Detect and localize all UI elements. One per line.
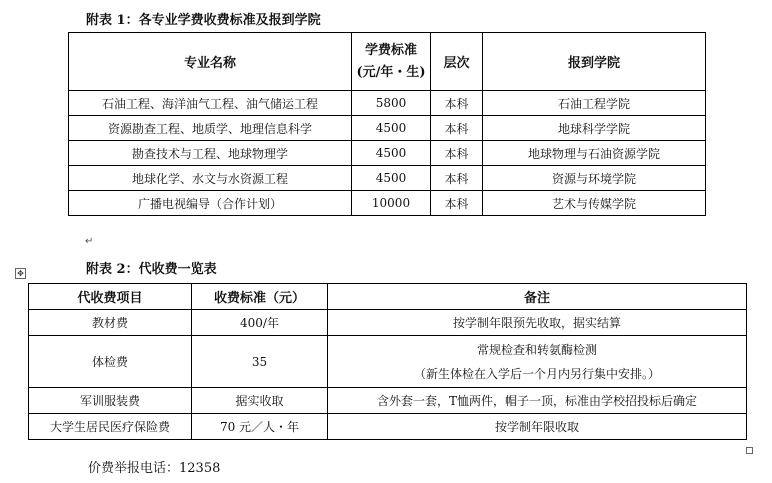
major-cell: 勘查技术与工程、地球物理学 — [69, 141, 352, 166]
header-major: 专业名称 — [69, 33, 352, 91]
table-row — [69, 191, 706, 216]
fee-cell: 4500 — [352, 166, 431, 191]
fees-table-header-row — [29, 284, 747, 310]
table2-caption: 附表 2：代收费一览表 — [86, 262, 217, 277]
table-row — [29, 414, 747, 440]
level-cell: 本科 — [431, 116, 483, 141]
header-college: 报到学院 — [483, 33, 706, 91]
note-cell: 常规检查和转氨酶检测 （新生体检在入学后一个月内另行集中安排。） — [328, 336, 747, 388]
fee-cell: 5800 — [352, 91, 431, 116]
college-cell: 资源与环境学院 — [483, 166, 706, 191]
header-standard: 收费标准（元） — [192, 284, 328, 310]
major-cell: 地球化学、水文与水资源工程 — [69, 166, 352, 191]
fee-cell: 4500 — [352, 141, 431, 166]
tuition-table — [68, 32, 706, 216]
table-row — [69, 166, 706, 191]
table-row — [69, 141, 706, 166]
table-row — [69, 116, 706, 141]
table1-caption: 附表 1：各专业学费收费标准及报到学院 — [86, 13, 321, 28]
item-cell: 大学生居民医疗保险费 — [29, 414, 192, 440]
header-fee: 学费标准 (元/年・生) — [352, 33, 431, 91]
table-row — [29, 336, 747, 388]
header-note: 备注 — [328, 284, 747, 310]
table-row — [29, 388, 747, 414]
table-move-handle-icon[interactable]: ✥ — [15, 268, 26, 279]
fee-cell: 10000 — [352, 191, 431, 216]
college-cell: 地球物理与石油资源学院 — [483, 141, 706, 166]
standard-cell: 据实收取 — [192, 388, 328, 414]
header-level: 层次 — [431, 33, 483, 91]
level-cell: 本科 — [431, 91, 483, 116]
table-row — [69, 91, 706, 116]
standard-cell: 35 — [192, 336, 328, 388]
header-item: 代收费项目 — [29, 284, 192, 310]
note-cell: 按学制年限预先收取，据实结算 — [328, 310, 747, 336]
note-cell: 按学制年限收取 — [328, 414, 747, 440]
item-cell: 教材费 — [29, 310, 192, 336]
level-cell: 本科 — [431, 191, 483, 216]
tuition-table-header-row — [69, 33, 706, 91]
item-cell: 军训服装费 — [29, 388, 192, 414]
standard-cell: 70 元／人・年 — [192, 414, 328, 440]
note-cell: 含外套一套，T恤两件，帽子一顶，标准由学校招投标后确定 — [328, 388, 747, 414]
item-cell: 体检费 — [29, 336, 192, 388]
paragraph-mark: ↵ — [85, 236, 94, 247]
fees-table — [28, 283, 747, 440]
standard-cell: 400/年 — [192, 310, 328, 336]
college-cell: 艺术与传媒学院 — [483, 191, 706, 216]
major-cell: 广播电视编导（合作计划） — [69, 191, 352, 216]
major-cell: 资源勘查工程、地质学、地理信息科学 — [69, 116, 352, 141]
report-phone: 价费举报电话：12358 — [88, 461, 221, 476]
table-row — [29, 310, 747, 336]
fee-cell: 4500 — [352, 116, 431, 141]
college-cell: 石油工程学院 — [483, 91, 706, 116]
level-cell: 本科 — [431, 166, 483, 191]
college-cell: 地球科学学院 — [483, 116, 706, 141]
major-cell: 石油工程、海洋油气工程、油气储运工程 — [69, 91, 352, 116]
level-cell: 本科 — [431, 141, 483, 166]
table-resize-handle[interactable] — [746, 447, 753, 454]
